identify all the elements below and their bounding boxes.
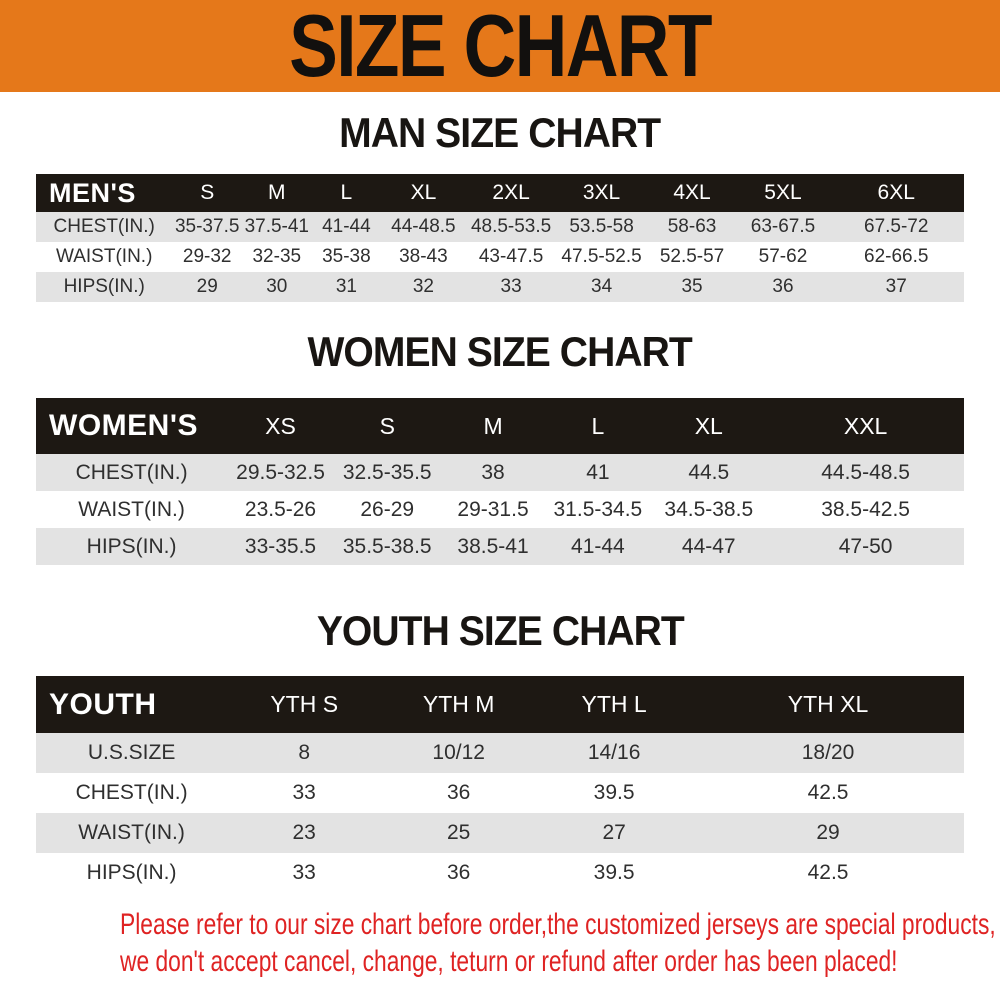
size-cell: 31.5-34.5 [553,497,643,521]
table-row [36,733,964,773]
row-label: U.S.SIZE [87,741,176,764]
size-cell: 35.5-38.5 [342,534,432,558]
row-label: HIPS(IN.) [86,861,177,884]
man-col-header: L [312,174,382,212]
size-cell: 32-35 [252,246,302,267]
youth-group-label: YOUTH [36,676,227,733]
table-row [36,528,964,565]
women-size-table [36,398,964,565]
row-label: HIPS(IN.) [63,276,145,297]
size-cell: 37 [885,276,907,297]
disclaimer-line-1: Please refer to our size chart before order,the customized jerseys are special products, [120,908,996,941]
row-label: CHEST(IN.) [53,216,155,237]
size-cell: 44.5-48.5 [821,460,910,484]
row-label: HIPS(IN.) [86,534,177,558]
size-cell: 48.5-53.5 [470,216,552,237]
youth-col-header: YTH M [381,676,536,733]
women-col-header: XS [227,398,334,454]
size-cell: 36 [447,781,471,804]
women-col-header: L [545,398,650,454]
size-cell: 33 [500,276,522,297]
size-cell: 44-48.5 [391,216,456,237]
size-cell: 34.5-38.5 [664,497,754,521]
header-row [36,174,964,212]
man-col-header: XL [381,174,465,212]
size-cell: 47-50 [838,534,893,558]
size-cell: 36 [772,276,794,297]
size-cell: 38-43 [399,246,448,267]
size-cell: 23 [292,821,316,844]
women-col-header: XXL [767,398,964,454]
table-row [36,242,964,272]
header-row [36,398,964,454]
page-title: SIZE CHART [289,0,711,95]
size-cell: 58-63 [667,216,717,237]
size-cell: 52.5-57 [659,246,725,267]
size-cell: 44-47 [681,534,736,558]
table-row [36,212,964,242]
size-cell: 57-62 [758,246,808,267]
disclaimer [0,906,1000,980]
man-section-heading [0,103,1000,163]
size-cell: 38.5-41 [457,534,529,558]
table-row [36,773,964,813]
man-col-header: 5XL [738,174,829,212]
header-row [36,676,964,733]
size-cell: 29-31.5 [457,497,529,521]
size-cell: 41 [586,460,610,484]
size-cell: 37.5-41 [244,216,310,237]
size-cell: 47.5-52.5 [561,246,642,267]
size-cell: 10/12 [432,741,485,764]
row-label: CHEST(IN.) [75,460,188,484]
youth-heading-text: YOUTH SIZE CHART [316,607,684,654]
size-cell: 27 [602,821,626,844]
man-col-header: 6XL [828,174,964,212]
size-cell: 34 [591,276,613,297]
row-label: WAIST(IN.) [78,497,185,521]
youth-section-heading [0,601,1000,661]
size-cell: 29 [196,276,218,297]
size-cell: 44.5 [688,460,730,484]
women-heading-text: WOMEN SIZE CHART [307,328,693,375]
table-row [36,813,964,853]
size-cell: 33 [292,861,316,884]
man-col-header: 2XL [466,174,557,212]
size-cell: 29.5-32.5 [236,460,325,484]
youth-size-table [36,676,964,893]
disclaimer-line-2: we don't accept cancel, change, teturn or refund after order has been placed! [120,945,898,978]
size-cell: 39.5 [593,861,635,884]
size-cell: 35 [681,276,703,297]
size-cell: 39.5 [593,781,635,804]
women-col-header: S [334,398,441,454]
size-cell: 38 [481,460,505,484]
women-section-heading [0,322,1000,382]
women-table-header [36,398,964,454]
row-label: WAIST(IN.) [56,246,153,267]
man-size-table [36,174,964,302]
size-cell: 67.5-72 [864,216,929,237]
man-col-header: 4XL [647,174,738,212]
women-col-header: XL [650,398,767,454]
man-col-header: M [242,174,312,212]
size-cell: 8 [298,741,311,764]
size-cell: 42.5 [807,781,849,804]
size-cell: 33 [292,781,316,804]
size-cell: 43-47.5 [478,246,544,267]
size-cell: 32.5-35.5 [342,460,432,484]
size-cell: 38.5-42.5 [821,497,910,521]
youth-col-header: YTH S [227,676,381,733]
size-cell: 29 [816,821,840,844]
size-cell: 26-29 [360,497,415,521]
size-cell: 53.5-58 [569,216,634,237]
man-heading-text: MAN SIZE CHART [339,109,661,156]
youth-col-header: YTH L [536,676,692,733]
youth-table-header [36,676,964,733]
size-cell: 63-67.5 [750,216,816,237]
youth-col-header: YTH XL [692,676,964,733]
table-row [36,853,964,893]
size-cell: 35-38 [322,246,371,267]
size-cell: 29-32 [182,246,232,267]
man-col-header: 3XL [557,174,647,212]
size-cell: 23.5-26 [244,497,317,521]
size-cell: 25 [447,821,471,844]
man-table-header [36,174,964,212]
size-cell: 33-35.5 [244,534,317,558]
table-row [36,272,964,302]
man-col-header: S [172,174,242,212]
size-cell: 35-37.5 [174,216,240,237]
women-group-label: WOMEN'S [36,398,227,454]
size-cell: 36 [447,861,471,884]
row-label: WAIST(IN.) [78,821,185,844]
table-row [36,491,964,528]
table-row [36,454,964,491]
size-cell: 31 [335,276,357,297]
man-group-label: MEN'S [36,174,172,212]
women-col-header: M [441,398,546,454]
size-cell: 18/20 [801,741,855,764]
size-cell: 14/16 [587,741,641,764]
size-cell: 62-66.5 [864,246,929,267]
row-label: CHEST(IN.) [75,781,188,804]
size-cell: 41-44 [322,216,371,237]
size-cell: 30 [266,276,288,297]
size-cell: 42.5 [807,861,849,884]
size-cell: 32 [412,276,434,297]
banner [0,0,1000,95]
size-cell: 41-44 [571,534,625,558]
